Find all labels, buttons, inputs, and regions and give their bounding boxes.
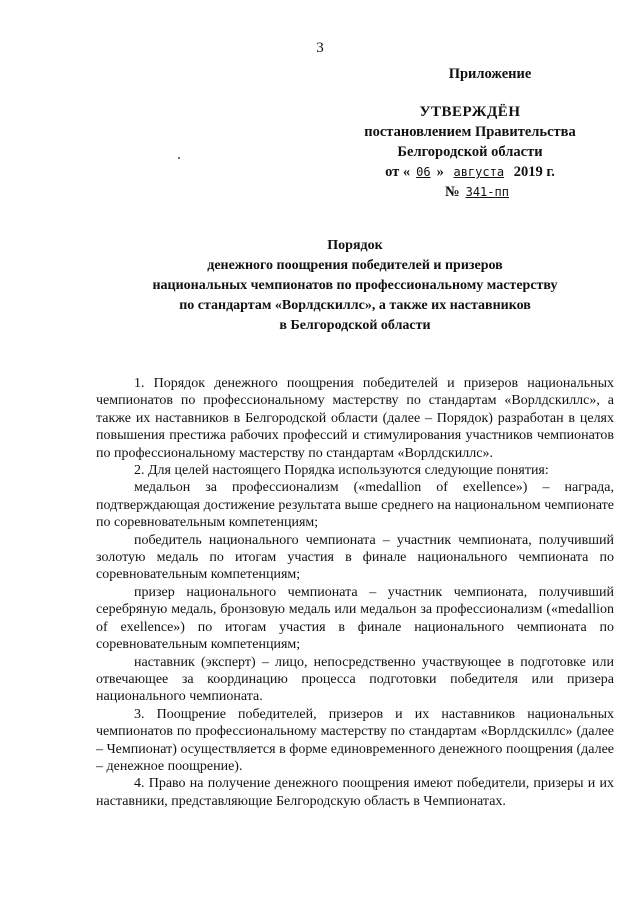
decree-line-1: постановлением Правительства [364,124,576,140]
appendix-label: Приложение [448,66,532,82]
number-prefix: № [445,184,460,200]
date-month: августа [453,165,505,179]
scan-speck [178,157,180,159]
approved-label: УТВЕРЖДЁН [419,104,521,120]
definition-prize-winner: призер национального чемпионата – участник чемпионата, получивший серебряную медаль, бронзовую медаль или медальон за профессионализм («medallion of exellence») по итогам участия в финале национального чемпионата по соревновательным компетенциям; [96,584,614,653]
title-line-3: национальных чемпионатов по профессиональному мастерству [152,278,558,293]
date-mid: » [436,164,444,180]
title-line-2: денежного поощрения победителей и призеров [207,258,503,273]
definition-winner: победитель национального чемпионата – участник чемпионата, получивший золотую медаль по итогам участия в финале национального чемпионата по соревновательным компетенциям; [96,532,614,583]
date-year: 2019 г. [513,164,555,180]
decree-number [340,182,600,202]
title-line-1: Порядок [327,238,383,253]
approval-block [340,64,600,202]
document-title [95,236,615,336]
date-day: 06 [416,165,431,179]
paragraph-3: 3. Поощрение победителей, призеров и их наставников национальных чемпионатов по профессиональному мастерству по стандартам «Ворлдскиллс» (далее – Чемпионат) осуществляется в форме единовременного денежного поощрения (далее – денежное поощрение). [96,706,614,774]
paragraph-2: 2. Для целей настоящего Порядка используются следующие понятия: [134,463,549,479]
definition-mentor: наставник (эксперт) – лицо, непосредственно участвующее в подготовке или отвечающее за координацию процесса подготовки победителя или призера национального чемпионата. [96,654,614,705]
paragraph-4: 4. Право на получение денежного поощрения имеют победители, призеры и их наставники, представляющие Белгородскую область в Чемпионатах. [96,776,614,809]
title-line-5: в Белгородской области [279,318,431,333]
number-value: 341-пп [465,185,509,199]
paragraph-1: 1. Порядок денежного поощрения победителей и призеров национальных чемпионатов по профессиональному мастерству по стандартам «Ворлдскиллс», а также их наставников в Белгородской области (далее – Порядок) разработан в целях повышения престижа рабочих профессий и стимулирования участников чемпионатов по профессиональному мастерству по стандартам «Ворлдскиллс». [96,376,614,461]
decree-line-2: Белгородской области [397,144,543,160]
document-body [96,375,614,810]
decree-date [340,162,600,182]
page-number: 3 [316,40,324,56]
title-line-4: по стандартам «Ворлдскиллс», а также их наставников [179,298,531,313]
date-prefix: от « [385,164,411,180]
definition-medallion: медальон за профессионализм («medallion of exellence») – награда, подтверждающая достижение результата выше среднего на национальном чемпионате по соревновательным компетенциям; [96,480,614,531]
